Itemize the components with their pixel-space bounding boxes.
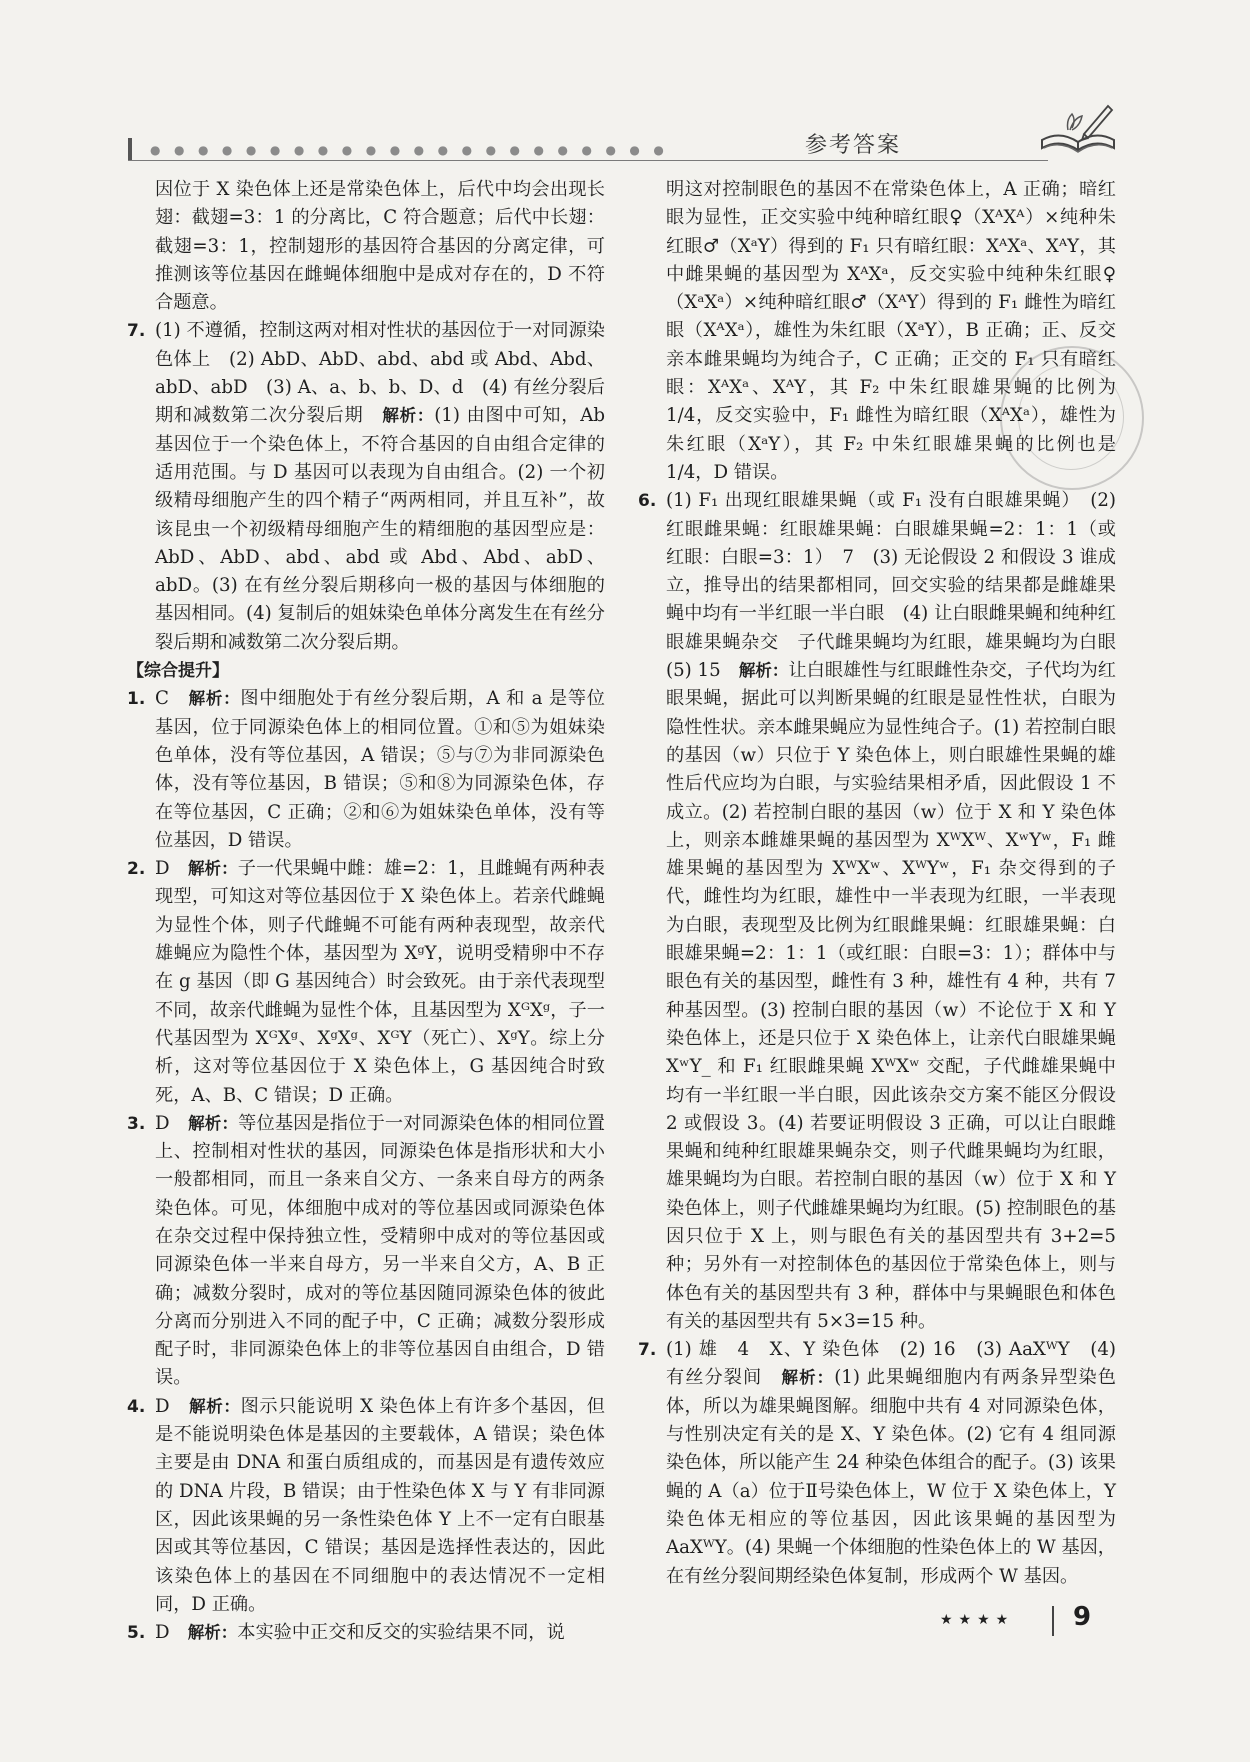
answer-number: 7. (127, 321, 146, 342)
answer-continuation: 因位于 X 染色体上还是常染色体上，后代中均会出现长翅：截翅=3：1 的分离比，C 符合题意；后代中长翅：截翅=3：1，控制翅形的基因符合基因的分离定律，可推测该等位基因在雌蝇体细胞中是成对存在的，D 不符合题意。 (155, 179, 605, 314)
answer-text: D (155, 1112, 189, 1134)
analysis-label: 解析： (188, 689, 241, 709)
answer-item (127, 855, 605, 1110)
answer-item (127, 1393, 605, 1619)
analysis-text: 图中细胞处于有丝分裂后期，A 和 a 是等位基因，位于同源染色体上的相同位置。①和⑤为姐妹染色单体，没有等位基因，A 错误；⑤与⑦为非同源染色体，没有等位基因，B 错误；⑤和⑧为同源染色体，存在等位基因，C 正确；②和⑥为姐妹染色单体，没有等位基因，D 错误。 (155, 688, 605, 851)
answer-text: (1) 雄 4 X、Y 染色体 (2) 16 (3) AaXᵂY (4) 有丝分裂间 (666, 1339, 1116, 1389)
answer-number: 5. (127, 1623, 146, 1644)
answer-number: 2. (127, 859, 146, 880)
analysis-label: 解析： (187, 859, 238, 879)
analysis-text: 子一代果蝇中雌：雄=2：1，且雌蝇有两种表现型，可知这对等位基因位于 X 染色体上。若亲代雌蝇为显性个体，则子代雌蝇不可能有两种表现型，故亲代雄蝇应为隐性个体，基因型为 XᵍY，说明受精卵中不存在 g 基因（即 G 基因纯合）时会致死。由于亲代表现型不同，故亲代雌蝇为显性个体，且基因型为 XᴳXᵍ，子一代基因型为 XᴳXᵍ、XᵍXᵍ、XᴳY（死亡）、XᵍY。综上分析，这对等位基因位于 X 染色体上，G 基因纯合时致死，A、B、C 错误；D 正确。 (155, 858, 605, 1106)
answer-number: 7. (638, 1340, 657, 1361)
answer-item (127, 317, 605, 657)
analysis-label: 解析： (382, 406, 435, 426)
analysis-label: 解析： (738, 661, 789, 681)
answer-text: D (155, 858, 188, 880)
answer-item (127, 1110, 605, 1393)
answer-text: D (155, 1622, 188, 1644)
left-column (127, 176, 605, 1647)
answer-item (638, 1336, 1116, 1591)
answer-item (638, 487, 1135, 1336)
answer-text: (1) 不遵循，控制这两对相对性状的基因位于一对同源染色体上 (2) AbD、AbD、abd、abd 或 Abd、Abd、abD、abD (3) A、a、b、b、D、d (4) 有丝分裂后期和减数第二次分裂后期 (155, 320, 605, 427)
analysis-text: (1) 由图中可知，Ab 基因位于一个染色体上，不符合基因的自由组合定律的适用范围。与 D 基因可以表现为自由组合。(2) 一个初级精母细胞产生的四个精子“两两相同，并且互补”，故该昆虫一个初级精母细胞产生的精细胞的基因型应是：AbD、AbD、abd、abd 或 Abd、Abd、abD、abD。(3) 在有丝分裂后期移向一极的基因与体细胞的基因相同。(4) 复制后的姐妹染色单体分离发生在有丝分裂后期和减数第二次分裂后期。 (155, 405, 605, 653)
page-footer (0, 1602, 1250, 1652)
answer-number: 1. (127, 689, 146, 710)
header-bar (128, 138, 132, 160)
analysis-label: 解析： (187, 1623, 238, 1643)
analysis-text: (1) 此果蝇细胞内有两条异型染色体，所以为雄果蝇图解。细胞中共有 4 对同源染色体，与性别决定有关的是 X、Y 染色体。(2) 它有 4 组同源染色体，所以能产生 24 种染色体组合的配子。(3) 该果蝇的 A（a）位于Ⅱ号染色体上，W 位于 X 染色体上，Y 染色体无相应的等位基因，因此该果蝇的基因型为 AaXᵂY。(4) 果蝇一个体细胞的性染色体上的 W 基因，在有丝分裂间期经染色体复制，形成两个 W 基因。 (666, 1367, 1116, 1587)
header-title: 参考答案 (805, 133, 902, 158)
analysis-text: 等位基因是指位于一对同源染色体的相同位置上、控制相对性状的基因，同源染色体是指形状和大小一般都相同，而且一条来自父方、一条来自母方的两条染色体。可见，体细胞中成对的等位基因或同源染色体在杂交过程中保持独立性，受精卵中成对的等位基因或同源染色体一半来自母方，另一半来自父方，A、B 正确；减数分裂时，成对的等位基因随同源染色体的彼此分离而分别进入不同的配子中，C 正确；减数分裂形成配子时，非同源染色体上的非等位基因自由组合，D 错误。 (155, 1112, 605, 1389)
analysis-label: 解析： (781, 1368, 835, 1388)
analysis-text: 本实验中正交和反交的实验结果不同，说 (237, 1622, 565, 1644)
difficulty-stars: ★★★★ (940, 1612, 1015, 1628)
answer-number: 4. (127, 1396, 146, 1417)
book-pen-icon (1038, 100, 1118, 162)
answer-continuation: 明这对控制眼色的基因不在常染色体上，A 正确；暗红眼为显性，正交实验中纯种暗红眼♀（XᴬXᴬ）×纯种朱红眼♂（XᵃY）得到的 F₁ 只有暗红眼：XᴬXᵃ、XᴬY，其中雌果蝇的基因型为 XᴬXᵃ，反交实验中纯种朱红眼♀（XᵃXᵃ）×纯种暗红眼♂（XᴬY）得到的 F₁ 雌性为暗红眼（XᴬXᵃ），雄性为朱红眼（XᵃY），B 正确；正、反交亲本雌果蝇均为纯合子，C 正确；正交的 F₁ 只有暗红眼：XᴬXᵃ、XᴬY，其 F₂ 中朱红眼雄果蝇的比例为 1/4，反交实验中，F₁ 雌性为暗红眼（XᴬXᵃ），雄性为朱红眼（XᵃY），其 F₂ 中朱红眼雄果蝇的比例也是 1/4，D 错误。 (666, 179, 1116, 483)
header-rule (128, 160, 1048, 161)
page-number: 9 (1073, 1602, 1092, 1632)
header-dots: ●●●●●●●●●●●●●●●●●●●●●● (150, 143, 678, 157)
analysis-label: 解析： (189, 1396, 241, 1416)
answer-number: 3. (127, 1113, 146, 1134)
section-heading: 【综合提升】 (127, 661, 229, 682)
footer-divider (1052, 1606, 1054, 1636)
answer-item (127, 685, 605, 855)
right-column (638, 176, 1135, 1591)
answer-text: C (155, 688, 189, 710)
answer-text: D (155, 1395, 190, 1417)
analysis-text: 让白眼雄性与红眼雌性杂交，子代均为红眼果蝇，据此可以判断果蝇的红眼是显性性状，白眼为隐性性状。亲本雌果蝇应为显性纯合子。(1) 若控制白眼的基因（w）只位于 Y 染色体上，则白眼雄性果蝇的雄性后代应均为白眼，与实验结果相矛盾，因此假设 1 不成立。(2) 若控制白眼的基因（w）位于 X 和 Y 染色体上，则亲本雌雄果蝇的基因型为 XᵂXᵂ、XʷYʷ，F₁ 雌雄果蝇的基因型为 XᵂXʷ、XᵂYʷ，F₁ 杂交得到的子代，雌性均为红眼，雄性中一半表现为红眼，一半表现为白眼，表现型及比例为红眼雌果蝇：红眼雄果蝇：白眼雄果蝇=2：1：1（或红眼：白眼=3：1）；群体中与眼色有关的基因型，雌性有 3 种，雄性有 4 种，共有 7 种基因型。(3) 控制白眼的基因（w）不论位于 X 和 Y 染色体上，还是只位于 X 染色体上，让亲代白眼雄果蝇 XʷY_ 和 F₁ 红眼雌果蝇 XᵂXʷ 交配，子代雌雄果蝇中均有一半红眼一半白眼，因此该杂交方案不能区分假设 2 或假设 3。(4) 若要证明假设 3 正确，可以让白眼雌果蝇和纯种红眼雄果蝇杂交，则子代雌果蝇均为红眼，雄果蝇均为白眼。若控制白眼的基因（w）位于 X 和 Y 染色体上，则子代雌雄果蝇均为红眼。(5) 控制眼色的基因只位于 X 上，则与眼色有关的基因型共有 3+2=5 种；另外有一对控制体色的基因位于常染色体上，则与体色有关的基因型共有 3 种，群体中与果蝇眼色和体色有关的基因型共有 5×3=15 种。 (666, 660, 1116, 1332)
analysis-label: 解析： (188, 1113, 239, 1133)
page-header (0, 0, 1250, 170)
answer-text: (1) F₁ 出现红眼雄果蝇（或 F₁ 没有白眼雄果蝇） (2) 红眼雌果蝇：红眼雄果蝇：白眼雄果蝇=2：1：1（或红眼：白眼=3：1） 7 (3) 无论假设 2 和假设 3 谁成立，推导出的结果都相同，回交实验的结果都是雌雄果蝇中均有一半红眼一半白眼 (4) 让白眼雌果蝇和纯种红眼雄果蝇杂交 子代雌果蝇均为红眼，雄果蝇均为白眼 (5) 15 (666, 490, 1135, 682)
answer-number: 6. (638, 491, 657, 512)
analysis-text: 图示只能说明 X 染色体上有许多个基因，但是不能说明染色体是基因的主要载体，A 错误；染色体主要是由 DNA 和蛋白质组成的，而基因是有遗传效应的 DNA 片段，B 错误；由于性染色体 X 与 Y 有非同源区，因此该果蝇的另一条性染色体 Y 上不一定有白眼基因或其等位基因，C 错误；基因是选择性表达的，因此该染色体上的基因在不同细胞中的表达情况不一定相同，D 正确。 (155, 1395, 605, 1615)
